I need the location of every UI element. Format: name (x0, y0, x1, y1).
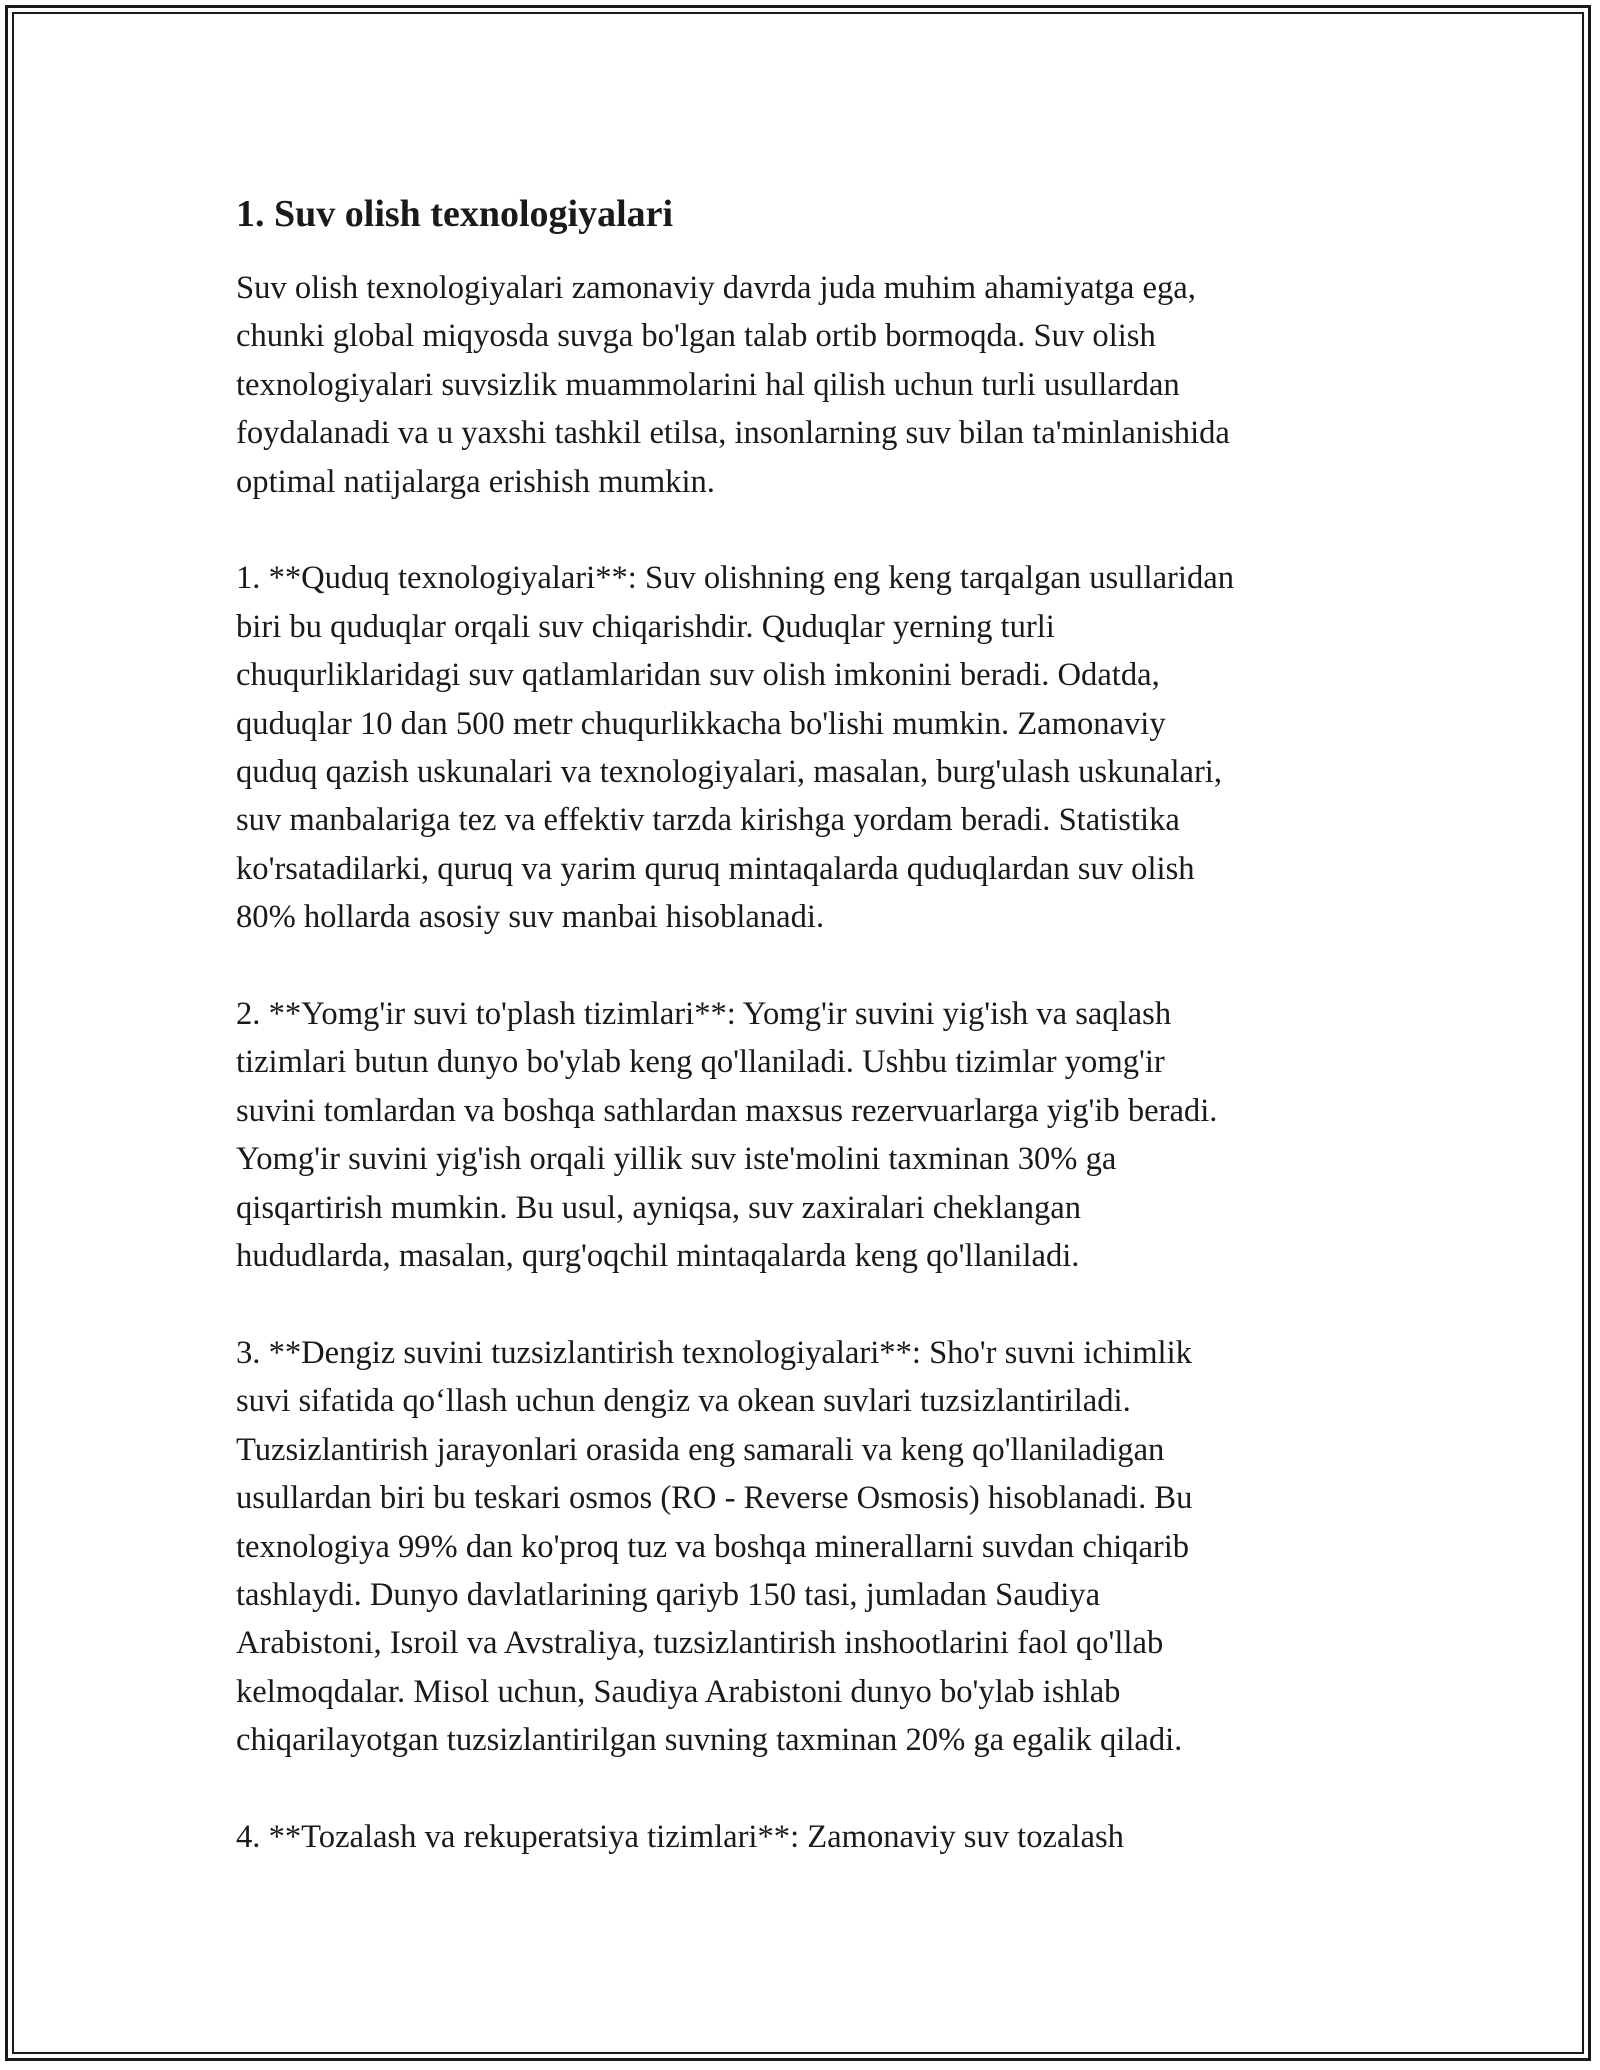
text-line: ko'rsatadilarki, quruq va yarim quruq mintaqalarda quduqlardan suv olish (236, 850, 1195, 887)
text-line: tizimlari butun dunyo bo'ylab keng qo'llaniladi. Ushbu tizimlar yomg'ir (236, 1044, 1165, 1081)
text-line: hududlarda, masalan, qurg'oqchil mintaqalarda keng qo'llaniladi. (236, 1238, 1080, 1275)
section-heading: 1. Suv olish texnologiyalari (236, 193, 674, 235)
text-line: Arabistoni, Isroil va Avstraliya, tuzsizlantirish inshootlarini faol qo'llab (236, 1625, 1164, 1662)
text-line: usullardan biri bu teskari osmos (RO - Reverse Osmosis) hisoblanadi. Bu (236, 1480, 1193, 1517)
text-line: suv manbalariga tez va effektiv tarzda kirishga yordam beradi. Statistika (236, 802, 1180, 839)
text-line: qisqartirish mumkin. Bu usul, ayniqsa, suv zaxiralari cheklangan (236, 1189, 1082, 1226)
text-line: texnologiya 99% dan ko'proq tuz va boshqa minerallarni suvdan chiqarib (236, 1528, 1190, 1565)
text-line: tashlaydi. Dunyo davlatlarining qariyb 150 tasi, jumladan Saudiya (236, 1576, 1101, 1613)
text-line: quduqlar 10 dan 500 metr chuqurlikkacha bo'lishi mumkin. Zamonaviy (236, 705, 1166, 742)
text-line: chuqurliklaridagi suv qatlamlaridan suv olish imkonini beradi. Odatda, (236, 657, 1160, 694)
text-line: suvi sifatida qo‘llash uchun dengiz va okean suvlari tuzsizlantiriladi. (236, 1383, 1131, 1420)
text-line: quduq qazish uskunalari va texnologiyalari, masalan, burg'ulash uskunalari, (236, 754, 1222, 791)
text-line: chunki global miqyosda suvga bo'lgan talab ortib bormoqda. Suv olish (236, 318, 1156, 355)
text-line: Tuzsizlantirish jarayonlari orasida eng samarali va keng qo'llaniladigan (236, 1431, 1165, 1468)
text-line: Suv olish texnologiyalari zamonaviy davrda juda muhim ahamiyatga ega, (236, 270, 1196, 306)
text-line: 3. **Dengiz suvini tuzsizlantirish texnologiyalari**: Sho'r suvni ichimlik (236, 1334, 1192, 1371)
text-line: optimal natijalarga erishish mumkin. (236, 463, 715, 500)
text-line: chiqarilayotgan tuzsizlantirilgan suvning taxminan 20% ga egalik qiladi. (236, 1722, 1183, 1759)
text-line: 80% hollarda asosiy suv manbai hisoblanadi. (236, 899, 825, 936)
text-line: foydalanadi va u yaxshi tashkil etilsa, insonlarning suv bilan ta'minlanishida (236, 415, 1230, 452)
document-body (236, 188, 1376, 1910)
text-line: kelmoqdalar. Misol uchun, Saudiya Arabistoni dunyo bo'ylab ishlab (236, 1673, 1121, 1710)
text-line: texnologiyalari suvsizlik muammolarini hal qilish uchun turli usullardan (236, 366, 1180, 403)
text-line: suvini tomlardan va boshqa sathlardan maxsus rezervuarlarga yig'ib beradi. (236, 1092, 1218, 1129)
text-line: Yomg'ir suvini yig'ish orqali yillik suv iste'molini taxminan 30% ga (236, 1141, 1117, 1178)
text-line: 2. **Yomg'ir suvi to'plash tizimlari**: Yomg'ir suvini yig'ish va saqlash (236, 996, 1172, 1033)
text-line: 1. **Quduq texnologiyalari**: Suv olishning eng keng tarqalgan usullaridan (236, 560, 1234, 597)
text-line: biri bu quduqlar orqali suv chiqarishdir. Quduqlar yerning turli (236, 608, 1055, 645)
paragraph-intro (236, 264, 1376, 506)
paragraph-wells (236, 554, 1376, 941)
paragraph-rainwater (236, 990, 1376, 1280)
paragraph-desalination (236, 1329, 1376, 1765)
paragraph-purification (236, 1813, 1376, 1861)
text-line: 4. **Tozalash va rekuperatsiya tizimlari**: Zamonaviy suv tozalash (236, 1818, 1124, 1855)
